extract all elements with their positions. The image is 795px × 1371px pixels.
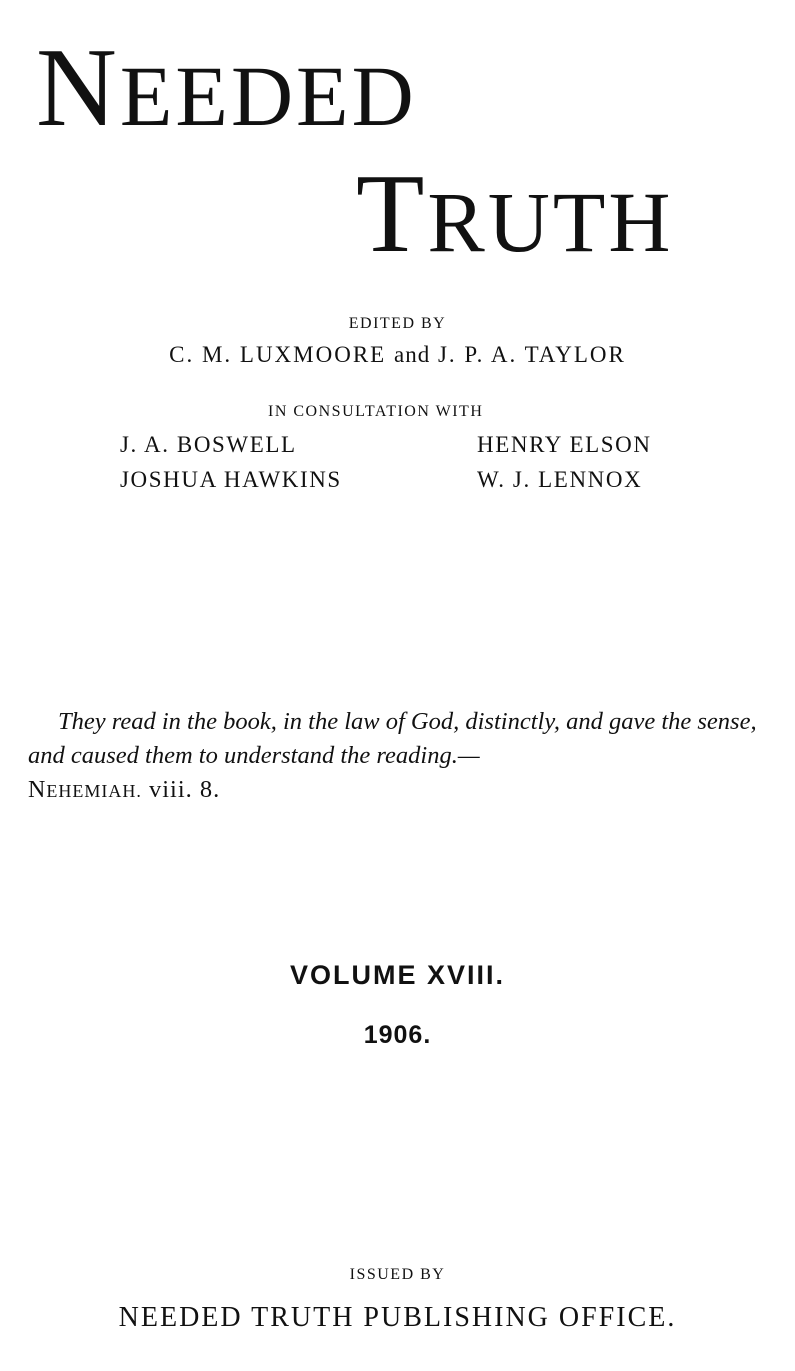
consultation-label: IN CONSULTATION WITH [268, 403, 484, 420]
consultant-name: W. J. LENNOX [477, 467, 643, 492]
editor-name-1: C. M. LUXMOORE [169, 342, 387, 367]
editors-conjunction: and [393, 342, 431, 367]
editor-name-2: J. P. A. TAYLOR [437, 342, 626, 367]
volume-year: 1906. [363, 1021, 432, 1049]
publisher-name: NEEDED TRUTH PUBLISHING OFFICE. [118, 1302, 677, 1333]
epigraph [28, 705, 780, 808]
title-truth-rest: RUTH [427, 174, 674, 270]
title-line-truth [356, 152, 674, 276]
title-needed-initial: N [36, 26, 120, 150]
issued-by-label: ISSUED BY [349, 1266, 446, 1283]
epigraph-reference-initial: N [28, 777, 47, 803]
consultant-name: JOSHUA HAWKINS [120, 467, 342, 492]
edited-by-label: EDITED BY [348, 315, 447, 332]
volume-label: VOLUME XVIII. [289, 960, 506, 990]
title-line-needed [36, 26, 417, 150]
consultant-name: HENRY ELSON [477, 432, 652, 457]
epigraph-reference [28, 773, 780, 808]
epigraph-text: They read in the book, in the law of God, distinctly, and gave the sense, and caused them to understand the reading.— [28, 708, 757, 769]
epigraph-reference-verse: viii. 8. [148, 776, 221, 803]
title-needed-rest: EEDED [119, 48, 417, 144]
consultant-name: J. A. BOSWELL [120, 432, 297, 457]
editors-line [0, 342, 795, 368]
title-truth-initial: T [356, 152, 428, 276]
epigraph-reference-book: EHEMIAH. [46, 781, 142, 801]
